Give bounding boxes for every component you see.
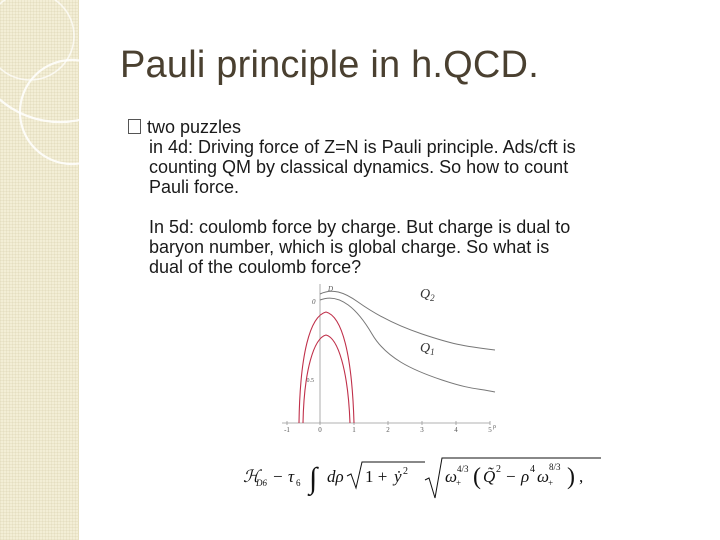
svg-text:(: ( (473, 464, 481, 490)
svg-text:4/3: 4/3 (457, 464, 469, 474)
top-marker-0: 0 (312, 298, 316, 306)
svg-text:,: , (579, 467, 584, 486)
x-axis-label: ρ (493, 424, 496, 430)
svg-text:6: 6 (296, 478, 301, 488)
q2-label: $Q_2$ (420, 287, 435, 303)
svg-text:∫: ∫ (309, 462, 318, 495)
paragraph-5d (128, 217, 698, 277)
svg-text:ω: ω (537, 467, 550, 486)
bullet-item (128, 117, 698, 137)
svg-text:ẏ: ẏ (394, 467, 402, 486)
outer-arch-curve (299, 312, 354, 423)
paragraph-line: Pauli force. (149, 177, 240, 197)
paragraph-4d (128, 137, 698, 197)
svg-text:+: + (456, 478, 462, 488)
slide-body (128, 117, 698, 277)
x-tick-label: 5 (488, 426, 492, 432)
svg-text:1 +: 1 + (365, 467, 388, 486)
svg-text:dρ: dρ (327, 467, 344, 486)
svg-text:−: − (506, 467, 516, 486)
svg-text:Q̃: Q̃ (483, 467, 496, 486)
x-tick-label: 3 (420, 426, 424, 432)
svg-text:ρ: ρ (521, 467, 530, 486)
paragraph-line: dual of the coulomb force? (149, 257, 362, 277)
q-curves-figure (262, 282, 497, 432)
svg-text:2: 2 (496, 464, 501, 475)
hamiltonian-equation (243, 452, 613, 502)
svg-text:4: 4 (530, 464, 535, 475)
svg-text:): ) (567, 464, 575, 490)
bullet-box-icon (128, 119, 141, 134)
svg-text:8/3: 8/3 (549, 462, 561, 472)
svg-text:+: + (548, 478, 554, 488)
slide-title: Pauli principle in h.QCD. (120, 44, 539, 86)
svg-text:τ: τ (288, 467, 295, 486)
svg-text:2: 2 (403, 466, 408, 477)
paragraph-line: in 4d: Driving force of Z=N is Pauli principle. Ads/cft is (149, 137, 576, 157)
svg-text:−: − (273, 467, 283, 486)
paragraph-line: In 5d: coulomb force by charge. But charge is dual to (149, 217, 571, 237)
x-tick-label: -1 (284, 426, 290, 432)
q2-curve (320, 291, 495, 350)
svg-text:ω: ω (445, 467, 458, 486)
paragraph-line: baryon number, which is global charge. So what is (149, 237, 550, 257)
paragraph-line: counting QM by classical dynamics. So how to count (149, 157, 569, 177)
x-tick-label: 0 (318, 426, 322, 432)
bullet-text: two puzzles (147, 117, 242, 137)
x-tick-label: 1 (352, 426, 356, 432)
svg-text:ℋ: ℋ (243, 467, 260, 486)
y-tick-label: 0.5 (306, 378, 314, 384)
svg-text:D6: D6 (256, 478, 267, 488)
x-tick-label: 2 (386, 426, 390, 432)
x-tick-label: 4 (454, 426, 458, 432)
q1-label: $Q_1$ (420, 341, 435, 357)
top-marker-d: D (328, 285, 334, 293)
